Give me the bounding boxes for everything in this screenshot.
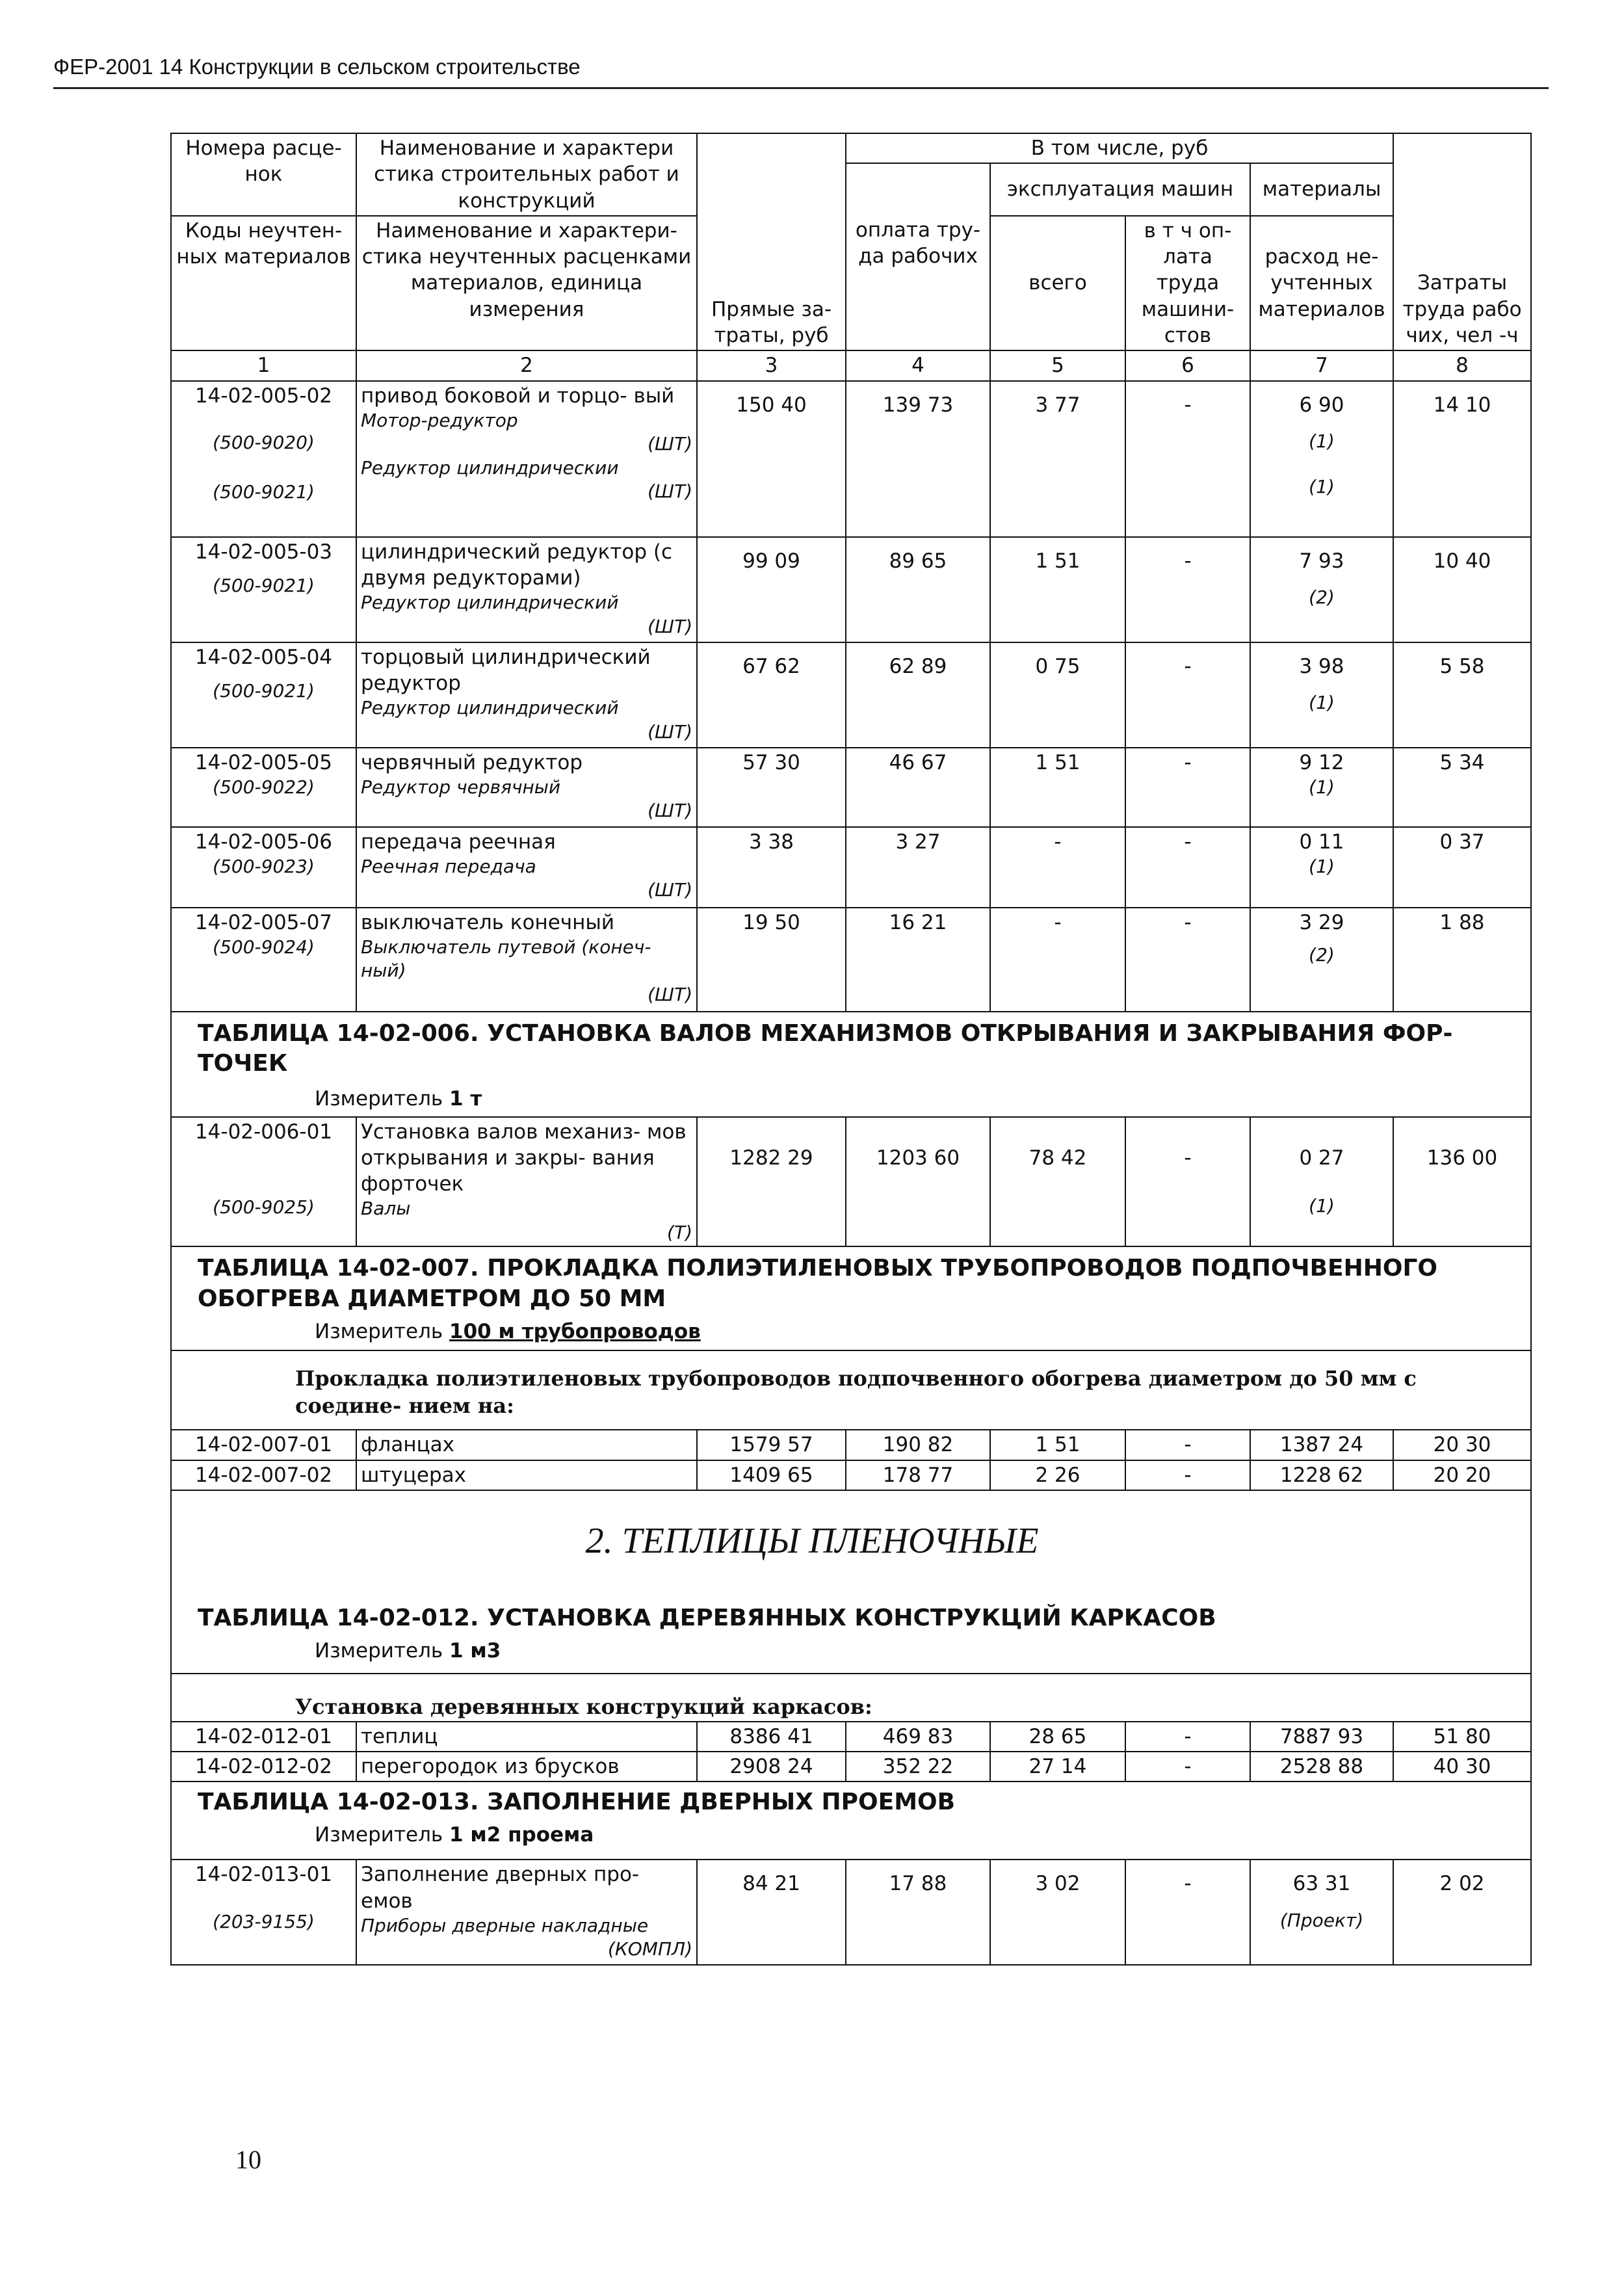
material-quantity: (2)	[1309, 943, 1335, 966]
machines-total: 27 14	[990, 1752, 1125, 1782]
direct-cost: 1579 57	[697, 1430, 846, 1460]
col-header-unaccounted-materials: расход не- учтенных материалов	[1250, 216, 1393, 350]
machines-total: 2 26	[990, 1460, 1125, 1490]
page-number: 10	[235, 2145, 261, 2174]
table-row	[171, 827, 1531, 908]
wage: 3 27	[846, 827, 990, 908]
work-name: теплиц	[356, 1722, 697, 1752]
labor-cost: 10 40	[1393, 537, 1531, 642]
table-012-intro-row	[171, 1674, 1531, 1722]
material-name: Реечная передача	[361, 855, 536, 877]
material-unit: (ШТ)	[648, 480, 692, 503]
col-number-7: 7	[1250, 350, 1393, 380]
wage: 1203 60	[846, 1117, 990, 1247]
work-name: перегородок из брусков	[356, 1752, 697, 1782]
col-header-machinists-wage: в т ч оп- лата труда машини- стов	[1125, 216, 1250, 350]
table-row	[171, 908, 1531, 1012]
table-row	[171, 1722, 1531, 1752]
direct-cost: 3 38	[697, 827, 846, 908]
table-013-heading	[171, 1782, 1531, 1860]
measure-value: 1 м2 проема	[449, 1823, 594, 1847]
measure-label: Измеритель	[315, 1319, 443, 1343]
direct-cost: 1409 65	[697, 1460, 846, 1490]
table-row	[171, 1860, 1531, 1965]
machines-total: 78 42	[990, 1117, 1125, 1247]
material-name: Редуктор цилиндрическии	[361, 456, 619, 479]
material-name: Валы	[361, 1198, 411, 1220]
labor-cost: 51 80	[1393, 1722, 1531, 1752]
wage: 139 73	[846, 381, 990, 537]
labor-cost: 136 00	[1393, 1117, 1531, 1247]
labor-cost: 1 88	[1393, 908, 1531, 1012]
col-header-wage-top	[846, 163, 990, 216]
table-007-intro: Прокладка полиэтиленовых трубопроводов подпочвенного обогрева диаметром до 50 мм с соедине- нием на:	[295, 1366, 1417, 1418]
col-header-including: В том числе, руб	[846, 133, 1393, 163]
table-row	[171, 1430, 1531, 1460]
materials-cost: 7 93	[1299, 549, 1344, 573]
col-number-4: 4	[846, 350, 990, 380]
measure-label: Измеритель	[315, 1638, 443, 1663]
material-quantity: (1)	[1309, 776, 1335, 798]
labor-cost: 20 20	[1393, 1460, 1531, 1490]
material-code: (500-9025)	[213, 1196, 315, 1218]
material-unit: (КОМПЛ)	[607, 1938, 692, 1960]
table-row	[171, 1752, 1531, 1782]
material-unit: (ШТ)	[648, 720, 692, 743]
labor-cost: 5 58	[1393, 642, 1531, 748]
col-number-3: 3	[697, 350, 846, 380]
material-code: (500-9021)	[213, 574, 315, 596]
table-013-title: ТАБЛИЦА 14-02-013. ЗАПОЛНЕНИЕ ДВЕРНЫХ ПРОЕМОВ	[198, 1789, 956, 1816]
labor-cost: 2 02	[1393, 1860, 1531, 1965]
material-name: Мотор-редуктор	[361, 409, 518, 431]
col-header-wage: оплата тру- да рабочих	[846, 216, 990, 350]
wage: 190 82	[846, 1430, 990, 1460]
section-title: 2. ТЕПЛИЦЫ ПЛЕНОЧНЫЕ	[585, 1521, 1039, 1561]
material-code: (500-9020)	[213, 431, 315, 453]
labor-cost: 20 30	[1393, 1430, 1531, 1460]
rate-code: 14-02-005-03	[194, 540, 333, 564]
table-row	[171, 642, 1531, 748]
material-quantity: (1)	[1309, 430, 1335, 452]
col-header-rate-numbers: Номера расце- нок	[171, 133, 356, 216]
material-code: (500-9021)	[213, 481, 315, 503]
rate-code: 14-02-005-06	[194, 830, 333, 854]
main-table	[170, 133, 1532, 1966]
col-number-6: 6	[1125, 350, 1250, 380]
machinists-wage: -	[1125, 537, 1250, 642]
material-unit: (ШТ)	[648, 983, 692, 1005]
direct-cost: 19 50	[697, 908, 846, 1012]
labor-cost: 0 37	[1393, 827, 1531, 908]
table-006-title: ТАБЛИЦА 14-02-006. УСТАНОВКА ВАЛОВ МЕХАНИЗМОВ ОТКРЫВАНИЯ И ЗАКРЫВАНИЯ ФОР- ТОЧЕК	[198, 1019, 1453, 1077]
work-name: Установка валов механиз- мов открывания и закры- вания форточек	[361, 1120, 687, 1196]
material-name: Редуктор червячный	[361, 776, 561, 798]
labor-cost: 5 34	[1393, 748, 1531, 827]
material-name: Выключатель путевой (конеч- ный)	[361, 936, 651, 982]
direct-cost: 99 09	[697, 537, 846, 642]
work-name: червячный редуктор	[361, 750, 583, 774]
col-header-direct-cost: Прямые за- траты, руб	[697, 163, 846, 350]
materials-cost: 0 27	[1299, 1146, 1344, 1170]
rate-code: 14-02-005-07	[194, 910, 333, 934]
machines-total: 3 77	[990, 381, 1125, 537]
table-row	[171, 381, 1531, 537]
header-rule	[53, 87, 1549, 89]
col-header-labor: Затраты труда рабо чих, чел -ч	[1393, 163, 1531, 350]
machines-total: -	[990, 827, 1125, 908]
table-row	[171, 1117, 1531, 1247]
material-quantity: (1)	[1309, 855, 1335, 877]
col-header-materials: материалы	[1250, 163, 1393, 216]
work-name: Заполнение дверных про- емов	[361, 1863, 640, 1913]
col-header-machines: эксплуатация машин	[990, 163, 1250, 216]
direct-cost: 2908 24	[697, 1752, 846, 1782]
table-006-heading	[171, 1012, 1531, 1117]
material-quantity: (1)	[1309, 1194, 1335, 1216]
rate-code: 14-02-005-02	[194, 384, 333, 408]
materials-cost: 7887 93	[1250, 1722, 1393, 1752]
labor-cost: 40 30	[1393, 1752, 1531, 1782]
material-name: Редуктор цилиндрический	[361, 697, 619, 719]
rate-code: 14-02-007-02	[171, 1460, 356, 1490]
section-block	[171, 1490, 1531, 1674]
table-007-intro-row	[171, 1350, 1531, 1430]
materials-cost: 1387 24	[1250, 1430, 1393, 1460]
materials-cost: 9 12	[1299, 750, 1344, 774]
col-number-2: 2	[356, 350, 697, 380]
material-code: (500-9024)	[213, 936, 315, 958]
machines-total: 3 02	[990, 1860, 1125, 1965]
material-name: Приборы дверные накладные	[361, 1915, 649, 1937]
materials-cost: 3 29	[1299, 910, 1344, 934]
material-unit: (ШТ)	[648, 615, 692, 637]
col-header-work-name: Наименование и характери стика строительных работ и конструкций	[356, 133, 697, 216]
machinists-wage: -	[1125, 908, 1250, 1012]
material-unit: (ШТ)	[648, 800, 692, 822]
materials-cost: 3 98	[1299, 654, 1344, 678]
running-header: ФЕР-2001 14 Конструкции в сельском строительстве	[53, 55, 581, 79]
col-number-1: 1	[171, 350, 356, 380]
work-name: торцовый цилиндрический редуктор	[361, 645, 651, 695]
table-007-title: ТАБЛИЦА 14-02-007. ПРОКЛАДКА ПОЛИЭТИЛЕНОВЫХ ТРУБОПРОВОДОВ ПОДПОЧВЕННОГО ОБОГРЕВА ДИАМЕТРОМ ДО 50 ММ	[198, 1255, 1438, 1313]
measure-value: 1 м3	[449, 1638, 501, 1663]
materials-cost: 63 31	[1292, 1872, 1351, 1896]
col-number-8: 8	[1393, 350, 1531, 380]
table-012-intro: Установка деревянных конструкций каркасов:	[295, 1694, 872, 1720]
rate-code: 14-02-012-02	[171, 1752, 356, 1782]
table-row	[171, 1460, 1531, 1490]
material-quantity: (1)	[1309, 691, 1335, 713]
work-name: передача реечная	[361, 830, 556, 854]
machines-total: 1 51	[990, 1430, 1125, 1460]
col-header-material-names: Наименование и характери- стика неучтенных расценками материалов, единица измерения	[356, 216, 697, 350]
wage: 62 89	[846, 642, 990, 748]
work-name: штуцерах	[356, 1460, 697, 1490]
col-header-direct-cost-top	[697, 133, 846, 163]
machinists-wage: -	[1125, 381, 1250, 537]
labor-cost: 14 10	[1393, 381, 1531, 537]
machines-total: -	[990, 908, 1125, 1012]
wage: 46 67	[846, 748, 990, 827]
table-012-title: ТАБЛИЦА 14-02-012. УСТАНОВКА ДЕРЕВЯННЫХ КОНСТРУКЦИЙ КАРКАСОВ	[198, 1604, 1216, 1631]
machinists-wage: -	[1125, 748, 1250, 827]
measure-label: Измеритель	[315, 1087, 443, 1111]
machines-total: 1 51	[990, 537, 1125, 642]
rate-code: 14-02-006-01	[194, 1120, 333, 1144]
table-row	[171, 748, 1531, 827]
direct-cost: 84 21	[697, 1860, 846, 1965]
rate-code: 14-02-012-01	[171, 1722, 356, 1752]
col-header-machines-total: всего	[990, 216, 1125, 350]
material-unit: (ШТ)	[648, 879, 692, 901]
rate-code: 14-02-007-01	[171, 1430, 356, 1460]
material-quantity: (1)	[1309, 476, 1335, 498]
measure-value: 100 м трубопроводов	[449, 1319, 701, 1343]
machinists-wage: -	[1125, 827, 1250, 908]
direct-cost: 67 62	[697, 642, 846, 748]
table-007-heading	[171, 1246, 1531, 1350]
work-name: фланцах	[356, 1430, 697, 1460]
wage: 352 22	[846, 1752, 990, 1782]
materials-cost: 1228 62	[1250, 1460, 1393, 1490]
machines-total: 28 65	[990, 1722, 1125, 1752]
machinists-wage: -	[1125, 1860, 1250, 1965]
direct-cost: 57 30	[697, 748, 846, 827]
col-header-material-codes: Коды неучтен- ных материалов	[171, 216, 356, 350]
wage: 17 88	[846, 1860, 990, 1965]
rate-code: 14-02-005-04	[194, 645, 333, 669]
material-quantity: (2)	[1309, 586, 1335, 608]
col-number-5: 5	[990, 350, 1125, 380]
material-unit: (ШТ)	[648, 433, 692, 455]
wage: 178 77	[846, 1460, 990, 1490]
table-row	[171, 537, 1531, 642]
wage: 89 65	[846, 537, 990, 642]
materials-cost: 2528 88	[1250, 1752, 1393, 1782]
direct-cost: 8386 41	[697, 1722, 846, 1752]
measure-value: 1 т	[449, 1087, 482, 1111]
work-name: привод боковой и торцо- вый	[361, 384, 675, 408]
rate-code: 14-02-013-01	[194, 1863, 333, 1887]
wage: 16 21	[846, 908, 990, 1012]
wage: 469 83	[846, 1722, 990, 1752]
machines-total: 1 51	[990, 748, 1125, 827]
col-header-labor-top	[1393, 133, 1531, 163]
direct-cost: 150 40	[697, 381, 846, 537]
material-quantity: (Проект)	[1279, 1909, 1364, 1931]
direct-cost: 1282 29	[697, 1117, 846, 1247]
materials-cost: 6 90	[1299, 393, 1344, 417]
material-code: (500-9023)	[213, 855, 315, 877]
measure-label: Измеритель	[315, 1823, 443, 1847]
machines-total: 0 75	[990, 642, 1125, 748]
machinists-wage: -	[1125, 1460, 1250, 1490]
material-code: (500-9022)	[213, 776, 315, 798]
work-name: выключатель конечный	[361, 910, 614, 934]
material-code: (203-9155)	[213, 1910, 315, 1932]
machinists-wage: -	[1125, 1752, 1250, 1782]
material-code: (500-9021)	[213, 679, 315, 702]
machinists-wage: -	[1125, 1430, 1250, 1460]
machinists-wage: -	[1125, 642, 1250, 748]
material-unit: (Т)	[667, 1221, 692, 1243]
machinists-wage: -	[1125, 1117, 1250, 1247]
rate-code: 14-02-005-05	[194, 750, 333, 774]
work-name: цилиндрический редуктор (с двумя редукторами)	[361, 540, 672, 590]
material-name: Редуктор цилиндрический	[361, 592, 619, 614]
machinists-wage: -	[1125, 1722, 1250, 1752]
materials-cost: 0 11	[1299, 830, 1344, 854]
